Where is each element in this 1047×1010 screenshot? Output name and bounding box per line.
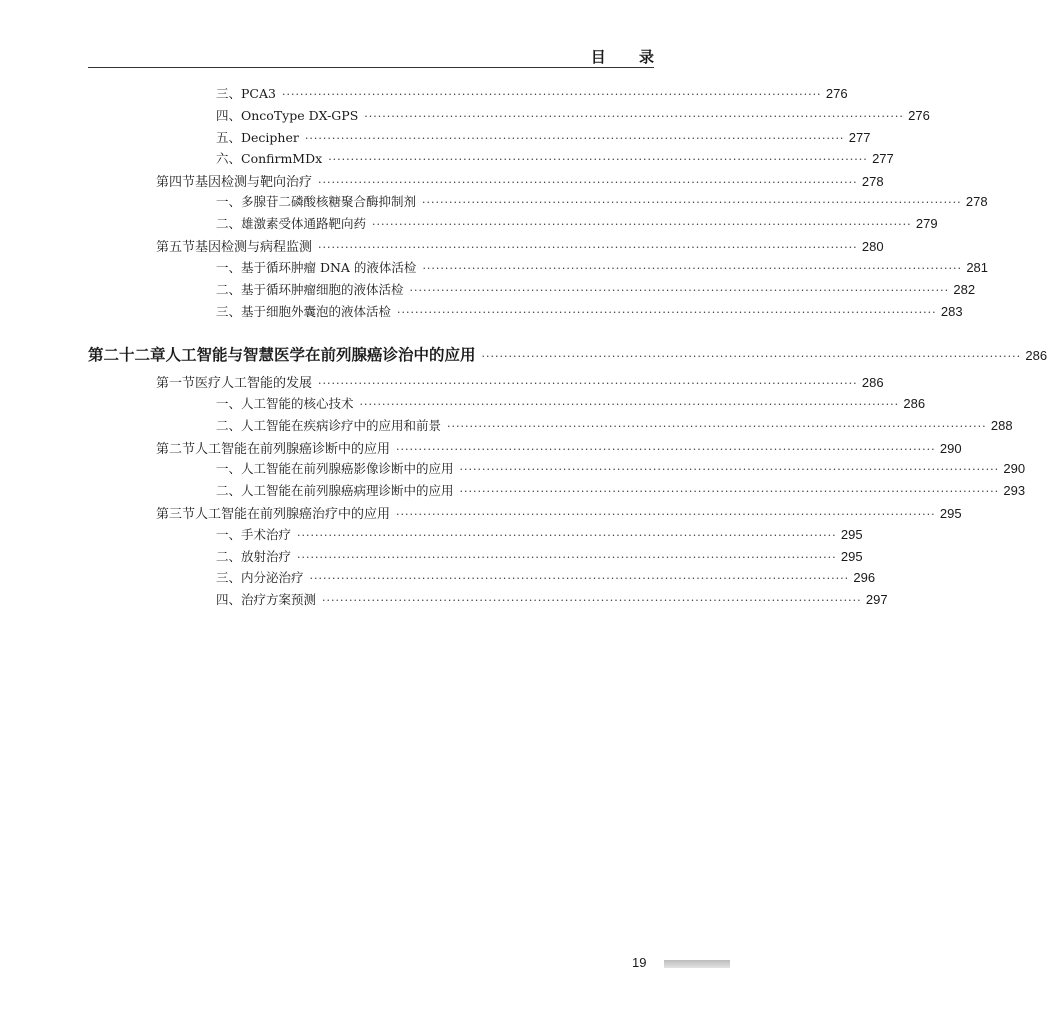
toc-entry-label: 基因检测与靶向治疗 [195,175,313,190]
dot-leader: ························································································································ [481,350,1022,363]
toc-entry[interactable] [216,416,1013,436]
header-rule [88,67,654,68]
toc-entry-label: 三、基于细胞外囊泡的液体活检 [216,304,392,319]
section-number: 第二节 [156,442,196,457]
toc-page-number: 277 [872,151,894,166]
page-number: 19 [632,955,647,970]
toc-entry[interactable] [216,106,930,126]
dot-leader: ························································································································ [364,110,904,123]
toc-page-number: 278 [861,174,884,189]
toc-page-number: 276 [908,108,930,123]
page-number-bar [664,960,730,968]
section-number: 第一节 [156,376,196,391]
toc-page-number: 276 [825,86,848,101]
toc-page-number: 286 [861,375,884,390]
dot-leader: ························································································································ [447,420,987,433]
toc-page-number: 290 [1003,461,1026,476]
toc-page-number: 286 [1025,348,1047,363]
dot-leader: ························································································································ [318,176,858,189]
toc-entry[interactable] [216,302,963,322]
toc-entry[interactable] [216,258,989,278]
dot-leader: ························································································································ [297,551,837,564]
toc-page-number: 296 [853,570,876,585]
toc-entry-label: 六、ConfirmMDx [216,151,323,166]
toc-entry-label: 四、治疗方案预测 [216,592,317,607]
dot-leader: ························································································································ [309,572,850,585]
toc-page-number: 278 [965,194,988,209]
toc-entry[interactable] [216,84,848,104]
dot-leader: ························································································································ [396,443,936,456]
dot-leader: ························································································································ [397,306,937,319]
dot-leader: ························································································································ [318,241,858,254]
dot-leader: ························································································································ [422,196,962,209]
toc-entry-label: 一、手术治疗 [216,527,292,542]
dot-leader: ························································································································ [372,218,912,231]
toc-entry-label: 一、多腺苷二磷酸核糖聚合酶抑制剂 [216,194,417,209]
toc-entry[interactable] [216,459,1026,479]
running-header-title: 目 录 [590,48,668,66]
dot-leader: ························································································································ [328,153,868,166]
toc-entry-label: 人工智能在前列腺癌诊断中的应用 [195,442,391,457]
toc-page-number: 295 [840,549,863,564]
dot-leader: ························································································································ [409,284,950,297]
toc-entry-label: 二、放射治疗 [216,549,292,564]
toc-entry-label: 三、内分泌治疗 [216,570,304,585]
toc-entry[interactable] [216,214,938,234]
toc-entry-label: 一、人工智能的核心技术 [216,396,354,411]
toc-entry-label: 基因检测与病程监测 [195,240,313,255]
toc-entry-label: 二、雄激素受体通路靶向药 [216,216,367,231]
toc-page-number: 282 [953,282,976,297]
toc-entry[interactable] [216,590,888,610]
toc-section-entry[interactable] [156,171,884,191]
toc-page-number: 283 [940,304,963,319]
toc-entry[interactable] [216,394,926,414]
toc-page-number: 288 [990,418,1013,433]
toc-entry-label: 二、人工智能在前列腺癌病理诊断中的应用 [216,483,454,498]
toc-entry-label: 人工智能在前列腺癌治疗中的应用 [195,507,391,522]
toc-entry[interactable] [216,192,988,212]
toc-entry-label: 三、PCA3 [216,86,276,101]
toc-entry[interactable] [216,481,1026,501]
toc-entry-label: 五、Decipher [216,130,299,145]
toc-entry[interactable] [216,149,894,169]
toc-page-number: 293 [1003,483,1026,498]
toc-section-entry[interactable] [156,372,884,392]
toc-page-number: 295 [840,527,863,542]
toc-entry[interactable] [216,280,976,300]
toc-entry-label: 一、基于循环肿瘤 DNA 的液体活检 [216,260,417,275]
dot-leader: ························································································································ [396,508,936,521]
dot-leader: ························································································································ [459,463,1000,476]
toc-section-entry[interactable] [156,503,962,523]
toc-entry[interactable] [216,547,863,567]
chapter-title: 人工智能与智慧医学在前列腺癌诊治中的应用 [165,346,476,364]
toc-entry-label: 医疗人工智能的发展 [195,376,313,391]
toc-entry[interactable] [216,128,871,148]
toc-section-entry[interactable] [156,438,962,458]
dot-leader: ························································································································ [281,88,822,101]
toc-entry[interactable] [216,525,863,545]
toc-entry-label: 二、人工智能在疾病诊疗中的应用和前景 [216,418,442,433]
toc-page-number: 280 [861,239,884,254]
toc-entry[interactable] [216,568,876,588]
dot-leader: ························································································································ [459,485,1000,498]
dot-leader: ························································································································ [422,262,963,275]
toc-chapter-entry[interactable] [88,343,1047,365]
toc-entry-label: 四、OncoType DX-GPS [216,108,359,123]
toc-page-number: 277 [848,130,871,145]
dot-leader: ························································································································ [304,132,845,145]
toc-page-number: 290 [939,441,962,456]
toc-page-number: 286 [903,396,926,411]
dot-leader: ························································································································ [318,377,858,390]
toc-page-number: 281 [966,260,989,275]
dot-leader: ························································································································ [297,529,837,542]
toc-page-number: 295 [939,506,962,521]
toc-entry-label: 二、基于循环肿瘤细胞的液体活检 [216,282,404,297]
toc-page-number: 279 [915,216,938,231]
toc-entry-label: 一、人工智能在前列腺癌影像诊断中的应用 [216,461,454,476]
section-number: 第五节 [156,240,196,255]
dot-leader: ························································································································ [359,398,900,411]
section-number: 第三节 [156,507,196,522]
section-number: 第四节 [156,175,196,190]
toc-section-entry[interactable] [156,236,884,256]
dot-leader: ························································································································ [322,594,862,607]
chapter-number: 第二十二章 [88,346,166,364]
toc-page-number: 297 [865,592,888,607]
